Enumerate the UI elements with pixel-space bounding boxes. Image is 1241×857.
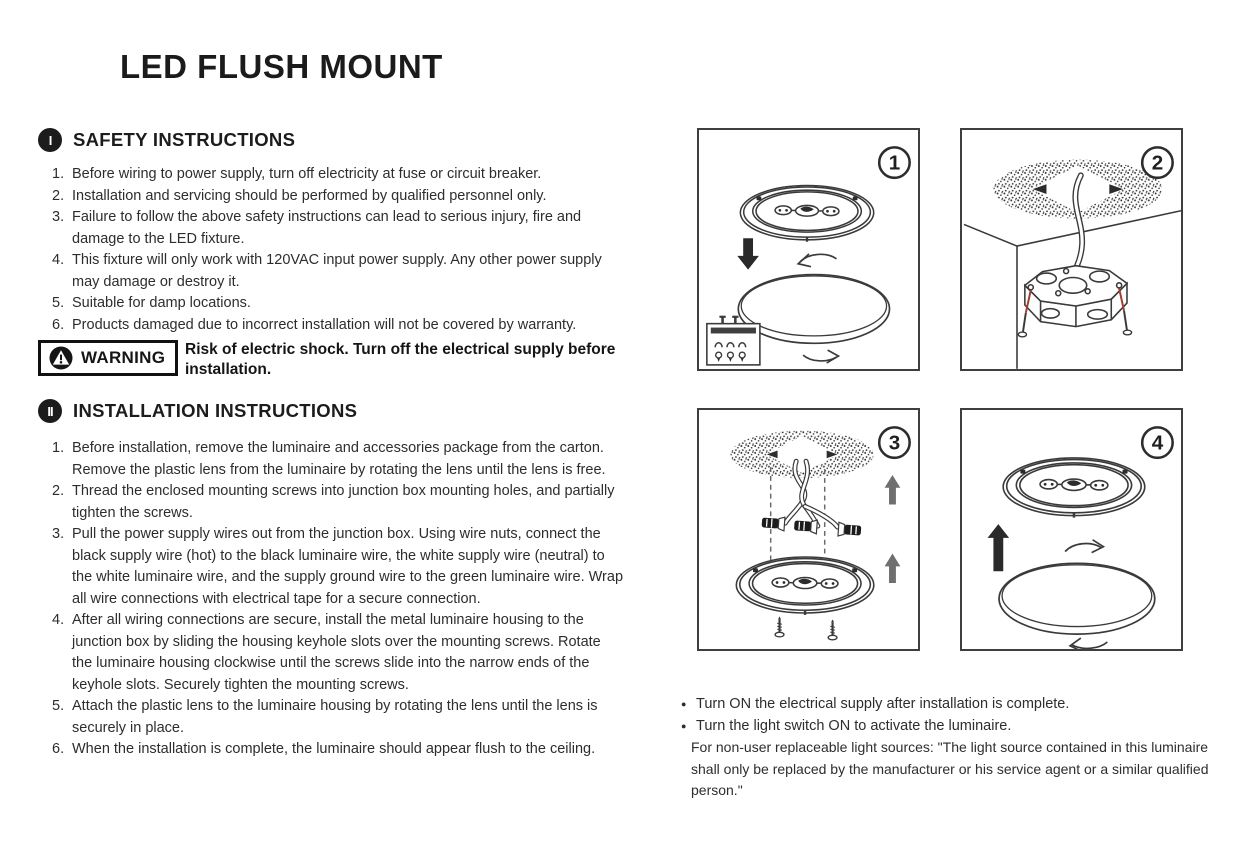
light-source-note: For non-user replaceable light sources: "The light source contained in this luminaire shall only be replaced by the manufacturer or his service agent or a similar qualified person." (691, 739, 1209, 798)
junction-box-drawing (1025, 266, 1127, 327)
bullet-dot: ● (681, 699, 687, 709)
warning-icon (49, 346, 73, 370)
note-text: Turn ON the electrical supply after installation is complete. (696, 696, 1070, 712)
list-item: 6. When the installation is complete, the luminaire should appear flush to the ceiling. (52, 741, 596, 757)
list-item: 1. Before installation, remove the luminaire and accessories package from the carton. Remove the plastic lens from the luminaire by rotating the lens until the lens is free. (52, 440, 606, 478)
diagram-step-1-remove-lens (697, 128, 920, 371)
post-install-notes (681, 694, 1233, 802)
installation-instructions-list (52, 438, 624, 761)
step-number-circle (1142, 147, 1172, 177)
step-number-circle (1142, 427, 1172, 457)
list-item: 3. Failure to follow the above safety instructions can lead to serious injury, fire and damage to the LED fixture. (52, 209, 582, 247)
list-item: 1. Before wiring to power supply, turn off electricity at fuse or circuit breaker. (52, 166, 542, 182)
lens-drawing (999, 563, 1155, 634)
mounting-screw-icon (828, 619, 837, 639)
list-item: 3. Pull the power supply wires out from the junction box. Using wire nuts, connect the black supply wire (hot) to the black luminaire wire, the white supply wire (neutral) to the white luminaire wire, and the supply ground wire to the green luminaire wire. Wrap all wire connections with electrical tape for a secure connection. (52, 526, 624, 607)
mounting-screw-icon (775, 616, 784, 636)
bullet-dot: ● (681, 720, 687, 731)
rotate-arrow-icon (1065, 540, 1103, 553)
page-title: LED FLUSH MOUNT (120, 48, 443, 85)
svg-text:4: 4 (1151, 431, 1164, 455)
luminaire-housing-drawing (1003, 458, 1145, 518)
diagram-step-3-wiring (697, 408, 920, 651)
safety-section-header (38, 128, 295, 152)
note-text: Turn the light switch ON to activate the luminaire. (696, 717, 1012, 734)
safety-section-title: SAFETY INSTRUCTIONS (73, 129, 296, 150)
list-item: 4. This fixture will only work with 120VAC input power supply. Any other power supply may damage or destroy it. (52, 252, 602, 290)
svg-text:2: 2 (1151, 151, 1164, 175)
wire-nut-icon (761, 516, 784, 531)
list-item: 6. Products damaged due to incorrect installation will not be covered by warranty. (52, 316, 577, 333)
list-item: 2. Installation and servicing should be performed by qualified personnel only. (52, 187, 547, 204)
note-bullet-item (681, 716, 1233, 738)
wire-nut-icon (794, 519, 817, 534)
rotate-arrow-icon (1070, 638, 1107, 649)
rotate-arrow-icon (798, 254, 836, 267)
list-item: 5. Attach the plastic lens to the luminaire housing by rotating the lens until the lens is securely in place. (52, 698, 598, 736)
ceiling-cutout-drawing (730, 431, 873, 478)
section-one-numeral-badge: I (38, 128, 62, 152)
up-arrow-icon (885, 554, 901, 583)
installation-section-title: INSTALLATION INSTRUCTIONS (73, 400, 358, 421)
diagram-step-4-attach-lens (960, 408, 1183, 651)
step-number-circle (879, 427, 909, 457)
step-number-circle (879, 147, 909, 177)
warning-text: Risk of electric shock. Turn off the electrical supply before installation. (185, 341, 616, 378)
svg-text:1: 1 (888, 151, 901, 175)
section-two-numeral-badge: II (38, 399, 62, 423)
list-item: 5. Suitable for damp locations. (52, 295, 251, 311)
installation-section-header (38, 399, 357, 423)
up-arrow-icon (988, 524, 1010, 571)
wire-nut-icon (838, 522, 861, 537)
rotate-arrow-icon (803, 350, 838, 363)
supply-wire-drawing (1071, 175, 1082, 277)
svg-text:3: 3 (888, 431, 901, 455)
ceiling-cutout-drawing (964, 160, 1181, 369)
luminaire-housing-drawing (740, 186, 873, 242)
warning-box (38, 340, 178, 376)
mounting-hardware-pack-drawing (707, 317, 760, 365)
down-arrow-icon (737, 238, 759, 269)
list-item: 2. Thread the enclosed mounting screws into junction box mounting holes, and partially tighten the screws. (52, 483, 615, 521)
luminaire-housing-drawing (736, 557, 873, 615)
list-item: 4. After all wiring connections are secure, install the metal luminaire housing to the junction box by sliding the housing keyhole slots over the mounting screws. Rotate the luminaire housing clockwise until the screws slide into the narrow ends of the keyhole slots. Securely tighten the mounting screws. (52, 612, 601, 693)
safety-instructions-list (52, 164, 624, 336)
note-bullet-item (681, 694, 1233, 716)
warning-label: WARNING (81, 348, 166, 367)
diagram-step-2-junction-box (960, 128, 1183, 371)
lens-drawing (738, 275, 889, 344)
up-arrow-icon (885, 475, 901, 504)
